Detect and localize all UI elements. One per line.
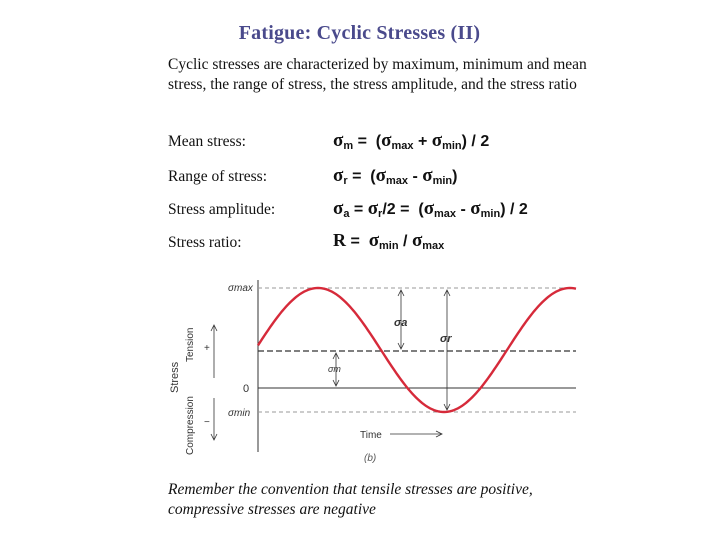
y-axis-label: Stress [169, 361, 181, 393]
compression-arrow [211, 398, 217, 440]
plus-sign: + [204, 343, 210, 354]
range-of-stress-label: Range of stress: [168, 168, 268, 185]
compression-label: Compression [185, 396, 196, 455]
tension-label: Tension [185, 327, 196, 362]
sigma-r-label: σr [440, 333, 452, 345]
stress-ratio-formula: $R = \sigma_{min} / \sigma_{max}$ [333, 230, 445, 252]
mean-stress-formula: $\sigma_m = (\sigma_{max} + \sigma_{min}) / 2$ [333, 130, 490, 152]
stress-ratio-label: Stress ratio: [168, 234, 242, 251]
figure-caption: (b) [364, 453, 377, 464]
stress-amplitude-formula: $\sigma_a = \sigma_r/2 = (\sigma_{max} - \sigma_{min}) / 2$ [333, 198, 528, 220]
sigma-max-label: σmax [228, 283, 253, 294]
zero-label: 0 [243, 383, 250, 395]
time-label: Time [360, 430, 382, 441]
page-title: Fatigue: Cyclic Stresses (II) [238, 22, 481, 44]
sigma-r-arrow [444, 290, 450, 410]
footer-note: Remember the convention that tensile stresses are positive, compressive stresses are negative [168, 481, 533, 518]
minus-sign: − [204, 417, 210, 428]
stress-amplitude-label: Stress amplitude: [168, 201, 276, 218]
tension-arrow [211, 325, 217, 378]
intro-paragraph: Cyclic stresses are characterized by maximum, minimum and mean stress, the range of stress, the stress amplitude, and the stress ratio [168, 56, 587, 93]
stress-curve [258, 288, 576, 412]
sigma-a-label: σa [394, 317, 408, 329]
sigma-min-label: σmin [228, 408, 251, 419]
sigma-m-label: σm [328, 364, 341, 374]
range-of-stress-formula: $\sigma_r = (\sigma_{max} - \sigma_{min})$ [333, 165, 458, 187]
mean-stress-label: Mean stress: [168, 133, 246, 150]
time-arrow [390, 431, 442, 437]
